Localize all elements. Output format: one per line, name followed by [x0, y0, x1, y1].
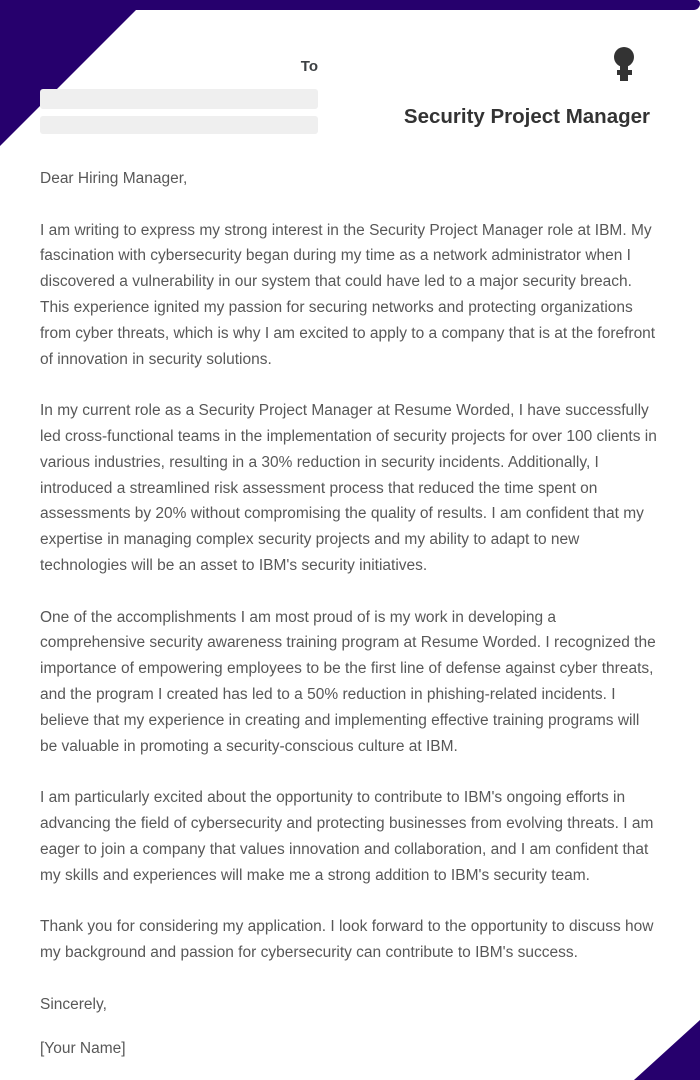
letter-body — [40, 166, 660, 1062]
top-accent-band — [0, 0, 700, 10]
closing: Sincerely, — [40, 995, 107, 1013]
job-title-block — [404, 46, 650, 130]
job-title: Security Project Manager — [403, 105, 650, 128]
recipient-placeholder-line — [40, 116, 318, 134]
recipient-block — [40, 58, 318, 134]
recipient-placeholder-line — [40, 89, 318, 109]
signature: [Your Name] — [40, 1040, 126, 1058]
greeting: Dear Hiring Manager, — [40, 170, 188, 187]
letter-paragraph: I am writing to express my strong interest in the Security Project Manager role at IBM. My fascination with cybersecurity began during my time as a network administrator when I discovered a vulnerability in our system that could have led to a major security breach. This experience ignited my passion for securing networks and protecting organizations from cyber threats, which is why I am excited to apply to a company that is at the forefront of innovation in security solutions. — [40, 221, 656, 368]
letter-paragraph: In my current role as a Security Project Manager at Resume Worded, I have successfully led cross-functional teams in the implementation of security projects for over 100 clients in various industries, resulting in a 30% reduction in security incidents. Additionally, I introduced a streamlined risk assessment process that reduced the time spent on assessments by 20% without compromising the quality of results. I am confident that my expertise in managing complex security projects and my ability to adapt to new technologies will be an asset to IBM's security initiatives. — [40, 402, 657, 574]
letter-paragraph: I am particularly excited about the opportunity to contribute to IBM's ongoing efforts in advancing the field of cybersecurity and protecting businesses from evolving threats. I am eager to join a company that values innovation and collaboration, and I am confident that my skills and experiences will make me a strong addition to IBM's security team. — [40, 789, 654, 884]
to-label: To — [300, 58, 318, 75]
person-icon — [611, 46, 637, 84]
letter-paragraph: One of the accomplishments I am most proud of is my work in developing a comprehensive security awareness training program at Resume Worded. I recognized the importance of empowering employees to be the first line of defense against cyber threats, and the program I created has led to a 50% reduction in phishing-related incidents. I believe that my experience in creating and implementing effective training programs will be valuable in promoting a security-conscious culture at IBM. — [40, 608, 656, 755]
letter-paragraph: Thank you for considering my application. I look forward to the opportunity to discuss how my background and passion for cybersecurity can contribute to IBM's success. — [40, 918, 654, 961]
